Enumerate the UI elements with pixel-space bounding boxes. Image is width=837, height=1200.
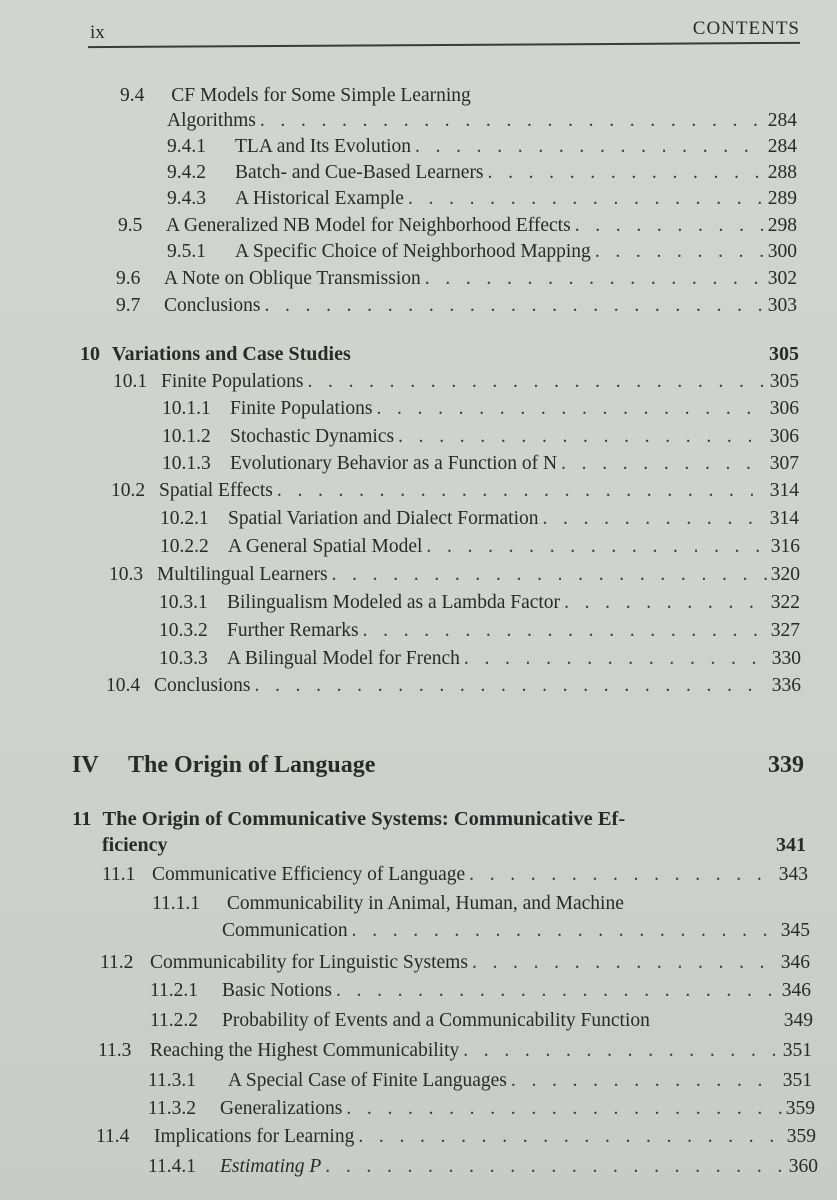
entry-number: 11.3.2 xyxy=(148,1098,197,1119)
entry-page: 349 xyxy=(783,1010,813,1031)
toc-entry-10-3 xyxy=(109,564,800,590)
entry-page: 343 xyxy=(778,864,808,885)
entry-title: Probability of Events and a Communicability Function xyxy=(222,1010,650,1031)
leader-dots xyxy=(595,241,764,263)
entry-number: 10.3.1 xyxy=(159,592,208,613)
toc-entry-9-4 xyxy=(120,85,471,107)
toc-entry-11-1 xyxy=(102,864,808,890)
toc-entry-11-4-1 xyxy=(148,1156,818,1182)
running-title: CONTENTS xyxy=(692,18,800,39)
entry-number: 11.4.1 xyxy=(148,1156,197,1177)
leader-dots xyxy=(425,268,764,290)
chapter-title-continued: ficiency xyxy=(102,834,168,856)
entry-title: A Note on Oblique Transmission xyxy=(164,268,421,289)
entry-number: 9.4.2 xyxy=(167,162,206,183)
entry-title: A Historical Example xyxy=(235,188,404,209)
leader-dots xyxy=(488,162,764,184)
toc-entry-9-4-2 xyxy=(167,162,797,188)
chapter-number: 10 xyxy=(80,343,100,365)
leader-dots xyxy=(464,648,768,670)
leader-dots xyxy=(561,453,766,475)
leader-dots xyxy=(260,110,764,132)
entry-title: Bilingualism Modeled as a Lambda Factor xyxy=(227,592,561,613)
toc-entry-11-2-1 xyxy=(150,980,811,1006)
chapter-title: The Origin of Communicative Systems: Communicative Ef- xyxy=(102,808,626,830)
entry-number: 11.4 xyxy=(96,1126,130,1147)
entry-number: 10.3 xyxy=(109,564,144,585)
entry-title: Conclusions xyxy=(154,675,251,696)
entry-number: 9.6 xyxy=(116,268,141,289)
leader-dots xyxy=(336,980,778,1002)
toc-entry-11-3-2 xyxy=(148,1098,815,1124)
entry-title: Implications for Learning xyxy=(154,1126,355,1147)
entry-page: 359 xyxy=(786,1126,816,1147)
toc-entry-10-1 xyxy=(113,371,799,397)
entry-title: Finite Populations xyxy=(161,371,304,392)
entry-title: CF Models for Some Simple Learning xyxy=(171,85,471,106)
toc-chapter-10 xyxy=(80,343,799,369)
entry-title: A Special Case of Finite Languages xyxy=(228,1070,507,1091)
toc-chapter-11-cont xyxy=(102,834,806,860)
entry-page: 314 xyxy=(769,508,799,529)
leader-dots xyxy=(363,620,767,642)
entry-page: 351 xyxy=(782,1040,812,1061)
entry-number: 11.2.1 xyxy=(150,980,199,1001)
leader-dots xyxy=(254,675,767,697)
entry-number: 9.5.1 xyxy=(167,241,206,262)
part-title: The Origin of Language xyxy=(128,752,376,778)
entry-page: 336 xyxy=(771,675,801,696)
entry-number: 11.3 xyxy=(98,1040,132,1061)
part-number: IV xyxy=(72,752,99,778)
entry-title: Finite Populations xyxy=(230,398,373,419)
toc-entry-11-1-1-cont xyxy=(222,920,810,946)
leader-dots xyxy=(511,1070,779,1092)
entry-number: 10.3.2 xyxy=(159,620,208,641)
toc-entry-10-3-1 xyxy=(159,592,800,618)
entry-number: 10.1.1 xyxy=(162,398,211,419)
leader-dots xyxy=(346,1098,781,1120)
leader-dots xyxy=(463,1040,779,1062)
toc-entry-9-4-cont xyxy=(167,110,797,136)
entry-number: 10.2 xyxy=(111,480,146,501)
entry-title: Batch- and Cue-Based Learners xyxy=(235,162,484,183)
entry-page: 359 xyxy=(785,1098,815,1119)
entry-title: Communicability in Animal, Human, and Machine xyxy=(226,893,624,914)
toc-entry-9-5-1 xyxy=(167,241,797,267)
toc-entry-9-7 xyxy=(116,295,797,321)
leader-dots xyxy=(376,398,765,420)
toc-entry-11-2 xyxy=(100,952,810,978)
entry-number: 9.5 xyxy=(118,215,143,236)
leader-dots xyxy=(398,426,766,448)
entry-page: 289 xyxy=(767,188,797,209)
entry-number: 10.4 xyxy=(106,675,141,696)
toc-entry-9-5 xyxy=(118,215,797,241)
toc-part-iv xyxy=(72,752,804,784)
leader-dots xyxy=(264,295,763,317)
entry-title: Communicative Efficiency of Language xyxy=(152,864,466,885)
toc-chapter-11 xyxy=(72,808,625,831)
entry-title: Multilingual Learners xyxy=(157,564,328,585)
page-number: ix xyxy=(90,22,105,43)
entry-page: 300 xyxy=(767,241,797,262)
toc-entry-9-4-3 xyxy=(167,188,797,214)
toc-entry-11-1-1 xyxy=(152,893,624,915)
toc-entry-10-3-3 xyxy=(159,648,801,674)
toc-entry-10-1-1 xyxy=(162,398,799,424)
leader-dots xyxy=(564,592,767,614)
toc-entry-10-2-1 xyxy=(160,508,799,534)
entry-number: 11.2.2 xyxy=(150,1010,199,1031)
leader-dots xyxy=(415,136,764,158)
leader-dots xyxy=(325,1156,784,1178)
entry-number: 10.1 xyxy=(113,371,148,392)
entry-number: 11.3.1 xyxy=(148,1070,197,1091)
entry-page: 351 xyxy=(782,1070,812,1091)
entry-number: 11.2 xyxy=(100,952,134,973)
chapter-number: 11 xyxy=(72,808,92,830)
leader-dots xyxy=(575,215,764,237)
entry-title-continued: Communication xyxy=(222,920,348,941)
leader-dots xyxy=(277,480,766,502)
chapter-page: 305 xyxy=(769,343,799,365)
entry-title: Evolutionary Behavior as a Function of N xyxy=(230,453,558,474)
entry-page: 330 xyxy=(771,648,801,669)
leader-dots xyxy=(408,188,764,210)
entry-page: 298 xyxy=(767,215,797,236)
entry-number: 10.3.3 xyxy=(159,648,208,669)
toc-entry-10-1-2 xyxy=(162,426,799,452)
entry-page: 302 xyxy=(767,268,797,289)
toc-entry-10-1-3 xyxy=(162,453,799,479)
toc-entry-11-2-2 xyxy=(150,1010,813,1036)
entry-page: 360 xyxy=(788,1156,818,1177)
entry-page: 303 xyxy=(767,295,797,316)
entry-number: 9.4.1 xyxy=(167,136,206,157)
leader-dots xyxy=(352,920,777,942)
entry-page: 306 xyxy=(769,398,799,419)
toc-entry-10-2 xyxy=(111,480,799,506)
entry-title: Estimating P xyxy=(220,1156,322,1177)
entry-number: 10.2.1 xyxy=(160,508,209,529)
entry-title: Reaching the Highest Communicability xyxy=(150,1040,460,1061)
entry-title: TLA and Its Evolution xyxy=(235,136,412,157)
toc-entry-11-4 xyxy=(96,1126,816,1152)
entry-page: 316 xyxy=(770,536,800,557)
toc-entry-10-4 xyxy=(106,675,801,701)
entry-number: 10.1.2 xyxy=(162,426,211,447)
entry-title: Communicability for Linguistic Systems xyxy=(150,952,468,973)
toc-entry-10-2-2 xyxy=(160,536,800,562)
leader-dots xyxy=(469,864,775,886)
entry-page: 314 xyxy=(769,480,799,501)
entry-page: 306 xyxy=(769,426,799,447)
entry-number: 9.7 xyxy=(116,295,141,316)
entry-page: 346 xyxy=(781,980,811,1001)
entry-title: Generalizations xyxy=(220,1098,343,1119)
leader-dots xyxy=(307,371,765,393)
chapter-page: 341 xyxy=(776,834,806,856)
entry-title: Further Remarks xyxy=(227,620,359,641)
entry-title: A General Spatial Model xyxy=(228,536,423,557)
entry-number: 9.4 xyxy=(120,85,145,106)
entry-number: 10.2.2 xyxy=(160,536,209,557)
entry-number: 11.1 xyxy=(102,864,136,885)
leader-dots xyxy=(543,508,766,530)
entry-title: Spatial Effects xyxy=(159,480,273,501)
entry-title-continued: Algorithms xyxy=(167,110,256,131)
entry-title: A Bilingual Model for French xyxy=(227,648,460,669)
entry-page: 305 xyxy=(769,371,799,392)
entry-title: A Specific Choice of Neighborhood Mapping xyxy=(235,241,591,262)
entry-page: 288 xyxy=(767,162,797,183)
entry-page: 327 xyxy=(770,620,800,641)
entry-title: Spatial Variation and Dialect Formation xyxy=(228,508,539,529)
entry-page: 284 xyxy=(767,110,797,131)
chapter-title: Variations and Case Studies xyxy=(112,343,351,365)
entry-title: A Generalized NB Model for Neighborhood Effects xyxy=(166,215,571,236)
entry-title: Basic Notions xyxy=(222,980,332,1001)
entry-page: 307 xyxy=(769,453,799,474)
part-page: 339 xyxy=(768,752,804,778)
entry-page: 320 xyxy=(770,564,800,585)
entry-number: 10.1.3 xyxy=(162,453,211,474)
entry-page: 345 xyxy=(780,920,810,941)
entry-title: Stochastic Dynamics xyxy=(230,426,395,447)
leader-dots xyxy=(358,1126,782,1148)
leader-dots xyxy=(332,564,767,586)
leader-dots xyxy=(426,536,766,558)
entry-page: 346 xyxy=(780,952,810,973)
toc-entry-9-6 xyxy=(116,268,797,294)
toc-entry-10-3-2 xyxy=(159,620,800,646)
entry-page: 322 xyxy=(770,592,800,613)
entry-page: 284 xyxy=(767,136,797,157)
entry-number: 11.1.1 xyxy=(152,893,201,914)
entry-title: Conclusions xyxy=(164,295,261,316)
leader-dots xyxy=(472,952,777,974)
entry-number: 9.4.3 xyxy=(167,188,206,209)
toc-entry-11-3-1 xyxy=(148,1070,812,1096)
toc-entry-9-4-1 xyxy=(167,136,797,162)
toc-entry-11-3 xyxy=(98,1040,812,1066)
